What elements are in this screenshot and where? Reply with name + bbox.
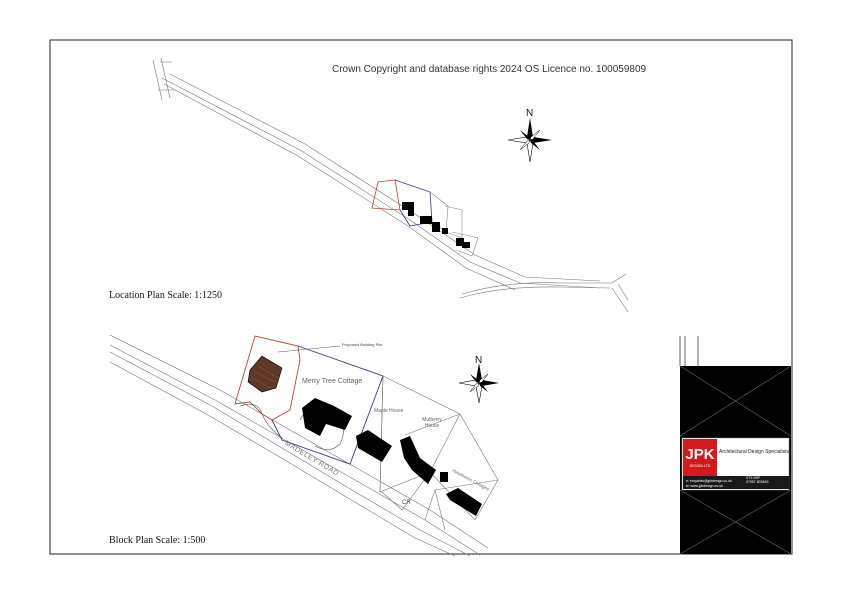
proposed-plot-label: Proposed Building Plot (342, 342, 383, 347)
proposed-building (248, 356, 282, 392)
copyright-notice: Crown Copyright and database rights 2024 OS Licence no. 100059809 (332, 64, 647, 75)
address-line: ST5 0BP (746, 476, 761, 480)
house-label-hawthorne: Hawthorne Cottages (451, 468, 491, 492)
company-tagline: Architectural Design Specialists (719, 449, 790, 455)
address-line: JPK Design Ltd (746, 464, 771, 468)
location-plan (153, 58, 628, 312)
address-line: Newcastle (746, 468, 763, 472)
road-name: MADELEY ROAD (283, 440, 340, 478)
company-logo: JPK (685, 446, 715, 463)
title-block (680, 336, 791, 554)
north-arrow-icon (508, 118, 552, 162)
location-buildings (402, 202, 470, 248)
address-line: 07957 803469 (746, 480, 769, 484)
north-arrow-icon (459, 363, 499, 403)
north-label: N (475, 355, 483, 366)
company-email: e: enquiries@jpkdesign.co.uk (686, 479, 732, 483)
company-web: w: www.jpkdesign.co.uk (686, 484, 723, 488)
house-label-mulberry: Mulberry House (422, 417, 442, 429)
company-logo-sub: DESIGN LTD (689, 464, 711, 468)
location-plan-label: Location Plan Scale: 1:1250 (109, 290, 223, 301)
house-label-merry-tree: Merry Tree Cottage (302, 378, 363, 385)
house-label-maple: Maple House (374, 408, 404, 414)
address-line: Newcastle Under Lyme (746, 472, 783, 476)
block-plan (110, 335, 498, 556)
block-plan-label: Block Plan Scale: 1:500 (109, 535, 206, 546)
north-label: N (526, 108, 534, 119)
road-mark: CR (402, 500, 411, 506)
